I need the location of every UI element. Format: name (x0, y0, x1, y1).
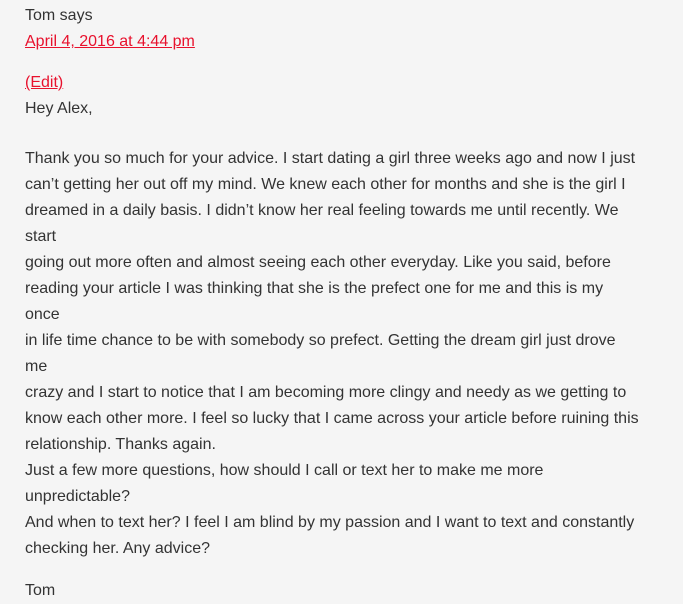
comment-signoff: Tom (25, 582, 56, 599)
comment-date-link[interactable]: April 4, 2016 at 4:44 pm (25, 33, 195, 50)
comment-body-line: Just a few more questions, how should I call or text her to make me more unpredictable? (25, 462, 544, 505)
comment-body-line: And when to text her? I feel I am blind by my passion and I want to text and constantly (25, 514, 635, 531)
comment-body (25, 146, 640, 562)
comment-body-line: dreamed in a daily basis. I didn’t know her real feeling towards me until recently. We start (25, 202, 619, 245)
comment-body-line: know each other more. I feel so lucky that I came across your article before ruining this (25, 410, 639, 427)
comment-body-line: checking her. Any advice? (25, 540, 211, 557)
comment-body-line: going out more often and almost seeing each other everyday. Like you said, before (25, 254, 611, 271)
comment-body-line: can’t getting her out off my mind. We knew each other for months and she is the girl I (25, 176, 626, 193)
comment-body-line: Thank you so much for your advice. I start dating a girl three weeks ago and now I just (25, 150, 636, 167)
comment-body-line: in life time chance to be with somebody so prefect. Getting the dream girl just drove me (25, 332, 616, 375)
comment-greeting: Hey Alex, (25, 100, 93, 117)
comment-body-line: relationship. Thanks again. (25, 436, 216, 453)
comment-author: Tom says (25, 7, 93, 24)
edit-link[interactable]: (Edit) (25, 74, 64, 91)
comment-body-line: reading your article I was thinking that she is the prefect one for me and this is my once (25, 280, 604, 323)
comment-body-line: crazy and I start to notice that I am becoming more clingy and needy as we getting to (25, 384, 627, 401)
